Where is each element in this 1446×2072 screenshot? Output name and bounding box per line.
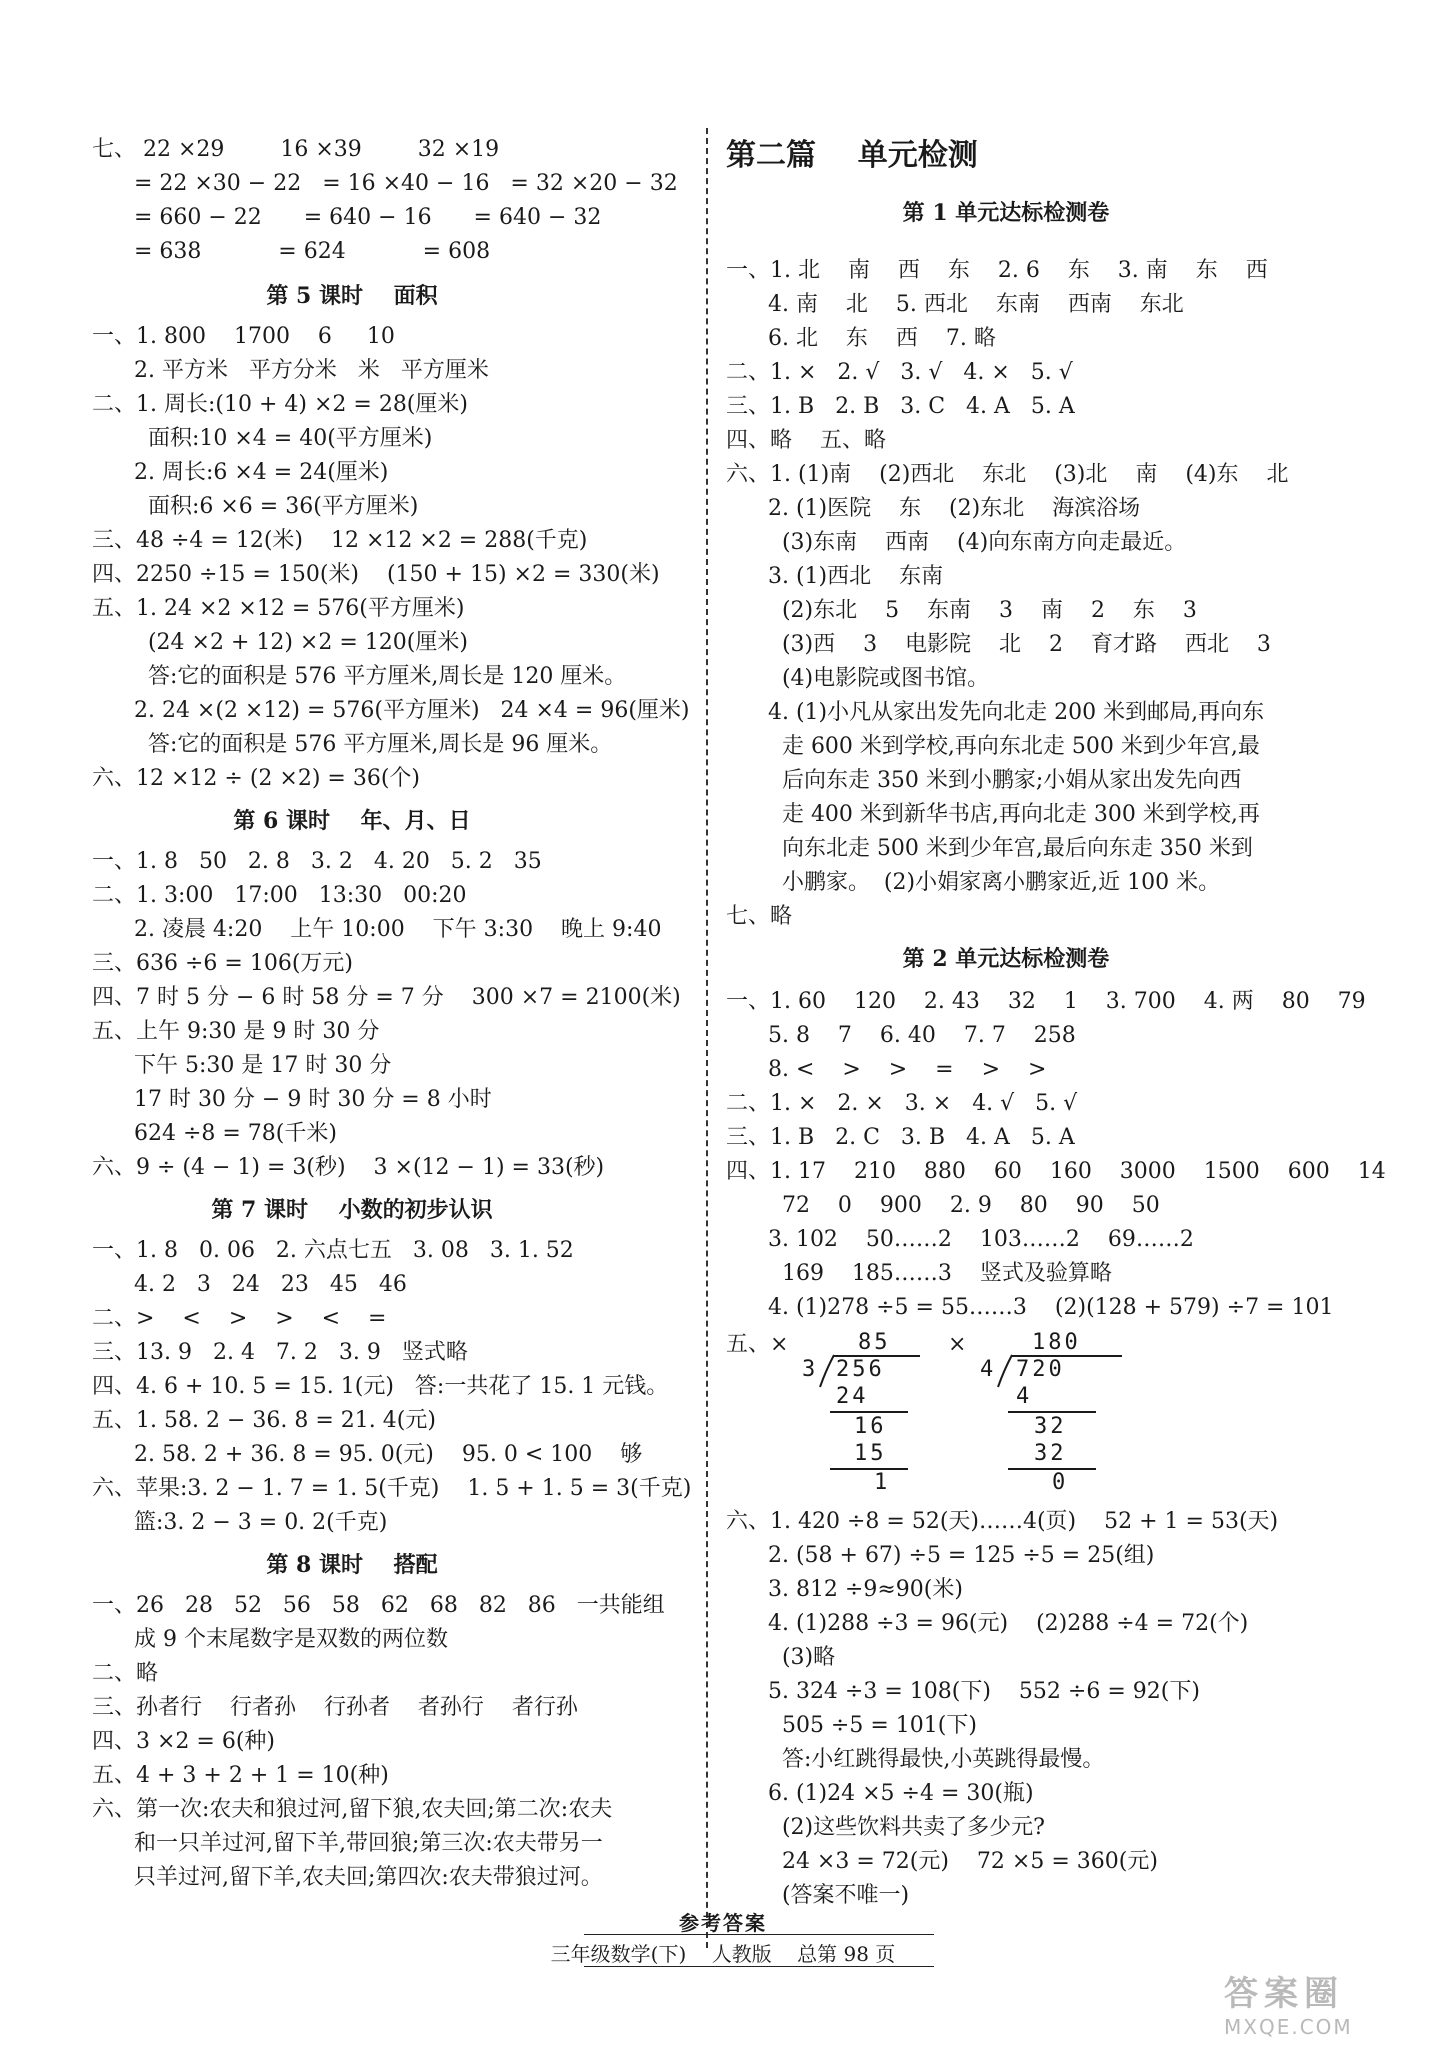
- answer-line: 四、1. 17 210 880 60 160 3000 1500 600 14: [726, 1159, 1386, 1184]
- answer-line: 3. 812 ÷9≈90(米): [726, 1577, 963, 1602]
- answer-line: = 660 − 22 = 640 − 16 = 640 − 32: [92, 205, 602, 230]
- division-bar: [1008, 1411, 1096, 1413]
- answer-line: 4. 南 北 5. 西北 东南 西南 东北: [726, 292, 1184, 317]
- answer-line: 四、2250 ÷15 = 150(米) (150 + 15) ×2 = 330(米): [92, 562, 660, 587]
- answer-line: 二、1. × 2. × 3. × 4. √ 5. √: [726, 1091, 1078, 1116]
- answer-line: 三、48 ÷4 = 12(米) 12 ×12 ×2 = 288(千克): [92, 528, 588, 553]
- answer-line: 向东北走 500 米到少年宫,最后向东走 350 米到: [726, 836, 1253, 861]
- division-product: 4: [1016, 1384, 1033, 1409]
- answer-line: (24 ×2 + 12) ×2 = 120(厘米): [92, 630, 468, 655]
- answer-line: 七、略: [726, 904, 793, 929]
- division-remainder: 1: [874, 1470, 891, 1495]
- division-bar: [830, 1411, 908, 1413]
- answer-line: = 638 = 624 = 608: [92, 239, 491, 264]
- answer-line: 六、苹果:3. 2 − 1. 7 = 1. 5(千克) 1. 5 + 1. 5 = 3(千克): [92, 1476, 692, 1501]
- watermark-logo: [1224, 1966, 1424, 2054]
- section-heading: 第 6 课时 年、月、日: [233, 808, 471, 834]
- answer-line: 24 ×3 = 72(元) 72 ×5 = 360(元): [726, 1849, 1158, 1874]
- division-divisor: 4: [980, 1357, 997, 1382]
- answer-line: 五、×: [726, 1332, 789, 1357]
- answer-line: 篮:3. 2 − 3 = 0. 2(千克): [92, 1510, 388, 1535]
- answer-line: 一、1. 8 0. 06 2. 六点七五 3. 08 3. 1. 52: [92, 1238, 574, 1263]
- answer-line: 6. (1)24 ×5 ÷4 = 30(瓶): [726, 1781, 1034, 1806]
- answer-line: 3. 102 50……2 103……2 69……2: [726, 1227, 1194, 1252]
- answer-line: ×: [948, 1332, 967, 1357]
- answer-line: 二、> < > > < =: [92, 1306, 387, 1331]
- answer-line: 答:它的面积是 576 平方厘米,周长是 120 厘米。: [92, 664, 627, 689]
- answer-line: 2. 平方米 平方分米 米 平方厘米: [92, 358, 489, 383]
- section-heading: 第 8 课时 搭配: [266, 1552, 438, 1578]
- answer-line: (3)东南 西南 (4)向东南方向走最近。: [726, 530, 1187, 555]
- answer-line: 17 时 30 分 − 9 时 30 分 = 8 小时: [92, 1087, 492, 1112]
- answer-line: 8. < > > = > >: [726, 1057, 1047, 1082]
- answer-line: 2. 凌晨 4:20 上午 10:00 下午 3:30 晚上 9:40: [92, 917, 662, 942]
- answer-line: 四、3 ×2 = 6(种): [92, 1729, 276, 1754]
- answer-line: 成 9 个末尾数字是双数的两位数: [92, 1627, 448, 1652]
- answer-line: 三、孙者行 行者孙 行孙者 者孙行 者行孙: [92, 1695, 578, 1720]
- answer-line: 5. 8 7 6. 40 7. 7 258: [726, 1023, 1076, 1048]
- answer-line: 五、上午 9:30 是 9 时 30 分: [92, 1019, 380, 1044]
- part-title: 第二篇 单元检测: [726, 138, 978, 173]
- answer-line: 2. (1)医院 东 (2)东北 海滨浴场: [726, 496, 1141, 521]
- answer-line: 169 185……3 竖式及验算略: [726, 1261, 1112, 1286]
- section-heading: 第 5 课时 面积: [266, 283, 438, 309]
- answer-line: 505 ÷5 = 101(下): [726, 1713, 977, 1738]
- answer-line: 一、26 28 52 56 58 62 68 82 86 一共能组: [92, 1593, 665, 1618]
- footer-title: 参考答案: [679, 1911, 767, 1935]
- answer-line: 只羊过河,留下羊,农夫回;第四次:农夫带狼过河。: [92, 1865, 603, 1890]
- division-remainder: 16: [854, 1414, 887, 1439]
- unit-heading: 第 2 单元达标检测卷: [902, 946, 1110, 972]
- answer-line: 6. 北 东 西 7. 略: [726, 326, 996, 351]
- division-quotient: 85: [858, 1330, 891, 1355]
- answer-line: 2. 58. 2 + 36. 8 = 95. 0(元) 95. 0 < 100 够: [92, 1442, 643, 1467]
- answer-line: 三、13. 9 2. 4 7. 2 3. 9 竖式略: [92, 1340, 468, 1365]
- answer-line: 一、1. 800 1700 6 10: [92, 324, 395, 349]
- answer-line: 2. 周长:6 ×4 = 24(厘米): [92, 460, 389, 485]
- answer-line: 一、1. 60 120 2. 43 32 1 3. 700 4. 两 80 79: [726, 989, 1366, 1014]
- answer-line: 4. (1)小凡从家出发先向北走 200 米到邮局,再向东: [726, 700, 1265, 725]
- answer-line: 五、1. 58. 2 − 36. 8 = 21. 4(元): [92, 1408, 436, 1433]
- answer-line: 2. (58 + 67) ÷5 = 125 ÷5 = 25(组): [726, 1543, 1155, 1568]
- answer-line: 二、1. 周长:(10 + 4) ×2 = 28(厘米): [92, 392, 468, 417]
- answer-line: (答案不唯一): [726, 1883, 910, 1908]
- footer-rule: [584, 1966, 934, 1967]
- answer-line: 六、12 ×12 ÷ (2 ×2) = 36(个): [92, 766, 421, 791]
- answer-line: 4. (1)278 ÷5 = 55……3 (2)(128 + 579) ÷7 = 101: [726, 1295, 1334, 1320]
- answer-line: 2. 24 ×(2 ×12) = 576(平方厘米) 24 ×4 = 96(厘米): [92, 698, 690, 723]
- division-product: 15: [854, 1441, 887, 1466]
- answer-line: 六、9 ÷ (4 − 1) = 3(秒) 3 ×(12 − 1) = 33(秒): [92, 1155, 605, 1180]
- answer-line: 走 600 米到学校,再向东北走 500 米到少年宫,最: [726, 734, 1260, 759]
- answer-line: 二、1. × 2. √ 3. √ 4. × 5. √: [726, 360, 1073, 385]
- division-remainder: 0: [1052, 1470, 1069, 1495]
- watermark-url: MXQE.COM: [1224, 2015, 1353, 2039]
- answer-line: (2)这些饮料共卖了多少元?: [726, 1815, 1045, 1840]
- division-product: 24: [836, 1384, 869, 1409]
- answer-line: 五、1. 24 ×2 ×12 = 576(平方厘米): [92, 596, 465, 621]
- division-dividend: 720: [1016, 1357, 1065, 1382]
- answer-line: 走 400 米到新华书店,再向北走 300 米到学校,再: [726, 802, 1260, 827]
- division-divisor: 3: [802, 1357, 819, 1382]
- answer-line: (3)略: [726, 1645, 836, 1670]
- answer-line: 3. (1)西北 东南: [726, 564, 944, 589]
- answer-line: 面积:10 ×4 = 40(平方厘米): [92, 426, 433, 451]
- answer-line: 下午 5:30 是 17 时 30 分: [92, 1053, 392, 1078]
- answer-line: 4. (1)288 ÷3 = 96(元) (2)288 ÷4 = 72(个): [726, 1611, 1249, 1636]
- answer-line: (2)东北 5 东南 3 南 2 东 3: [726, 598, 1197, 623]
- division-product: 32: [1034, 1441, 1067, 1466]
- watermark-text: 答案圈: [1224, 1974, 1344, 2014]
- answer-line: 答:它的面积是 576 平方厘米,周长是 96 厘米。: [92, 732, 613, 757]
- answer-line: 六、1. (1)南 (2)西北 东北 (3)北 南 (4)东 北: [726, 462, 1289, 487]
- answer-line: 六、第一次:农夫和狼过河,留下狼,农夫回;第二次:农夫: [92, 1797, 613, 1822]
- answer-line: 六、1. 420 ÷8 = 52(天)……4(页) 52 + 1 = 53(天): [726, 1509, 1279, 1534]
- answer-line: 三、1. B 2. C 3. B 4. A 5. A: [726, 1125, 1075, 1150]
- answer-line: 二、1. 3:00 17:00 13:30 00:20: [92, 883, 467, 908]
- answer-line: 和一只羊过河,留下羊,带回狼;第三次:农夫带另一: [92, 1831, 603, 1856]
- answer-line: 二、略: [92, 1661, 159, 1686]
- answer-line: 72 0 900 2. 9 80 90 50: [726, 1193, 1160, 1218]
- answer-line: 五、4 + 3 + 2 + 1 = 10(种): [92, 1763, 389, 1788]
- division-bracket: [996, 1354, 1018, 1388]
- answer-line: = 22 ×30 − 22 = 16 ×40 − 16 = 32 ×20 − 32: [92, 171, 678, 196]
- division-remainder: 32: [1034, 1414, 1067, 1439]
- answer-line: 后向东走 350 米到小鹏家;小娟从家出发先向西: [726, 768, 1242, 793]
- answer-line: 5. 324 ÷3 = 108(下) 552 ÷6 = 92(下): [726, 1679, 1200, 1704]
- answer-line: 答:小红跳得最快,小英跳得最慢。: [726, 1747, 1105, 1772]
- column-divider: [706, 128, 708, 1948]
- answer-line: 4. 2 3 24 23 45 46: [92, 1272, 407, 1297]
- answer-line: 624 ÷8 = 78(千米): [92, 1121, 337, 1146]
- unit-heading: 第 1 单元达标检测卷: [902, 200, 1110, 226]
- answer-line: 一、1. 北 南 西 东 2. 6 东 3. 南 东 西: [726, 258, 1268, 283]
- division-bar: [830, 1468, 908, 1470]
- answer-line: 一、1. 8 50 2. 8 3. 2 4. 20 5. 2 35: [92, 849, 542, 874]
- answer-line: 小鹏家。 (2)小娟家离小鹏家近,近 100 米。: [726, 870, 1221, 895]
- answer-line: 三、1. B 2. B 3. C 4. A 5. A: [726, 394, 1075, 419]
- answer-line: (3)西 3 电影院 北 2 育才路 西北 3: [726, 632, 1271, 657]
- answer-line: 四、7 时 5 分 − 6 时 58 分 = 7 分 300 ×7 = 2100(米): [92, 985, 681, 1010]
- answer-line: (4)电影院或图书馆。: [726, 666, 990, 691]
- section-heading: 第 7 课时 小数的初步认识: [211, 1197, 493, 1223]
- answer-line: 四、略 五、略: [726, 428, 886, 453]
- answer-line: 三、636 ÷6 = 106(万元): [92, 951, 353, 976]
- division-quotient: 180: [1032, 1330, 1081, 1355]
- answer-line: 面积:6 ×6 = 36(平方厘米): [92, 494, 419, 519]
- footer-info: 三年级数学(下) 人教版 总第 98 页: [550, 1942, 896, 1966]
- answer-line: 四、4. 6 + 10. 5 = 15. 1(元) 答:一共花了 15. 1 元钱。: [92, 1374, 669, 1399]
- answer-line: 七、 22 ×29 16 ×39 32 ×19: [92, 137, 500, 162]
- division-dividend: 256: [836, 1357, 885, 1382]
